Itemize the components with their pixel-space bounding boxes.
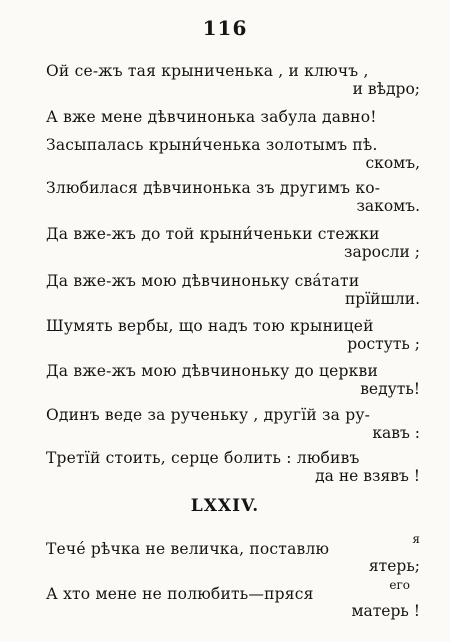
poem-line-8-cont: ведуть!: [360, 380, 420, 398]
poem-line-3: Засыпалась крыни́ченька золотымъ пѣ.: [46, 136, 378, 154]
poem2-line-2-sup: его: [389, 578, 410, 592]
poem-line-3-cont: скомъ,: [365, 154, 420, 172]
poem-line-6-cont: прїйшли.: [344, 290, 420, 308]
poem-line-1-cont: и вѣдро;: [352, 80, 420, 98]
poem2-line-2-cont: матерь !: [351, 602, 420, 620]
poem-line-5: Да вже-жъ до той крыни́ченьки стежки: [46, 225, 380, 243]
poem-line-7-cont: ростуть ;: [347, 335, 420, 353]
poem-line-10: Третїй стоить, серце болить : любивъ: [46, 449, 360, 467]
poem-line-5-cont: заросли ;: [344, 243, 420, 261]
poem-line-6: Да вже-жъ мою дѣвчиноньку сва́тати: [46, 272, 360, 290]
poem2-line-2: А хто мене не полюбить—пряся: [46, 585, 314, 603]
poem-line-10-cont: да не взявъ !: [315, 467, 420, 485]
poem-line-1: Ой се-жъ тая крыниченька , и ключъ ,: [46, 62, 369, 80]
poem-line-9: Одинъ веде за рученьку , другїй за ру-: [46, 406, 371, 424]
poem-line-8: Да вже-жъ мою дѣвчиноньку до церкви: [46, 362, 378, 380]
poem-line-7: Шумять вербы, що надъ тою крыницей: [46, 317, 374, 335]
poem-line-4-cont: закомъ.: [356, 197, 420, 215]
section-heading: LXXIV.: [190, 496, 260, 516]
page-number: 116: [202, 16, 248, 40]
poem-line-4: Злюбилася дѣвчинонька зъ другимъ ко-: [46, 179, 381, 197]
poem2-line-1: Тече́ рѣчка не величка, поставлю: [46, 540, 330, 558]
poem-line-9-cont: кавъ :: [372, 424, 420, 442]
poem-line-2: А вже мене дѣвчинонька забула давно!: [46, 108, 377, 126]
poem2-line-1-sup: я: [412, 532, 420, 546]
poem2-line-1-cont: ятерь;: [368, 557, 420, 575]
